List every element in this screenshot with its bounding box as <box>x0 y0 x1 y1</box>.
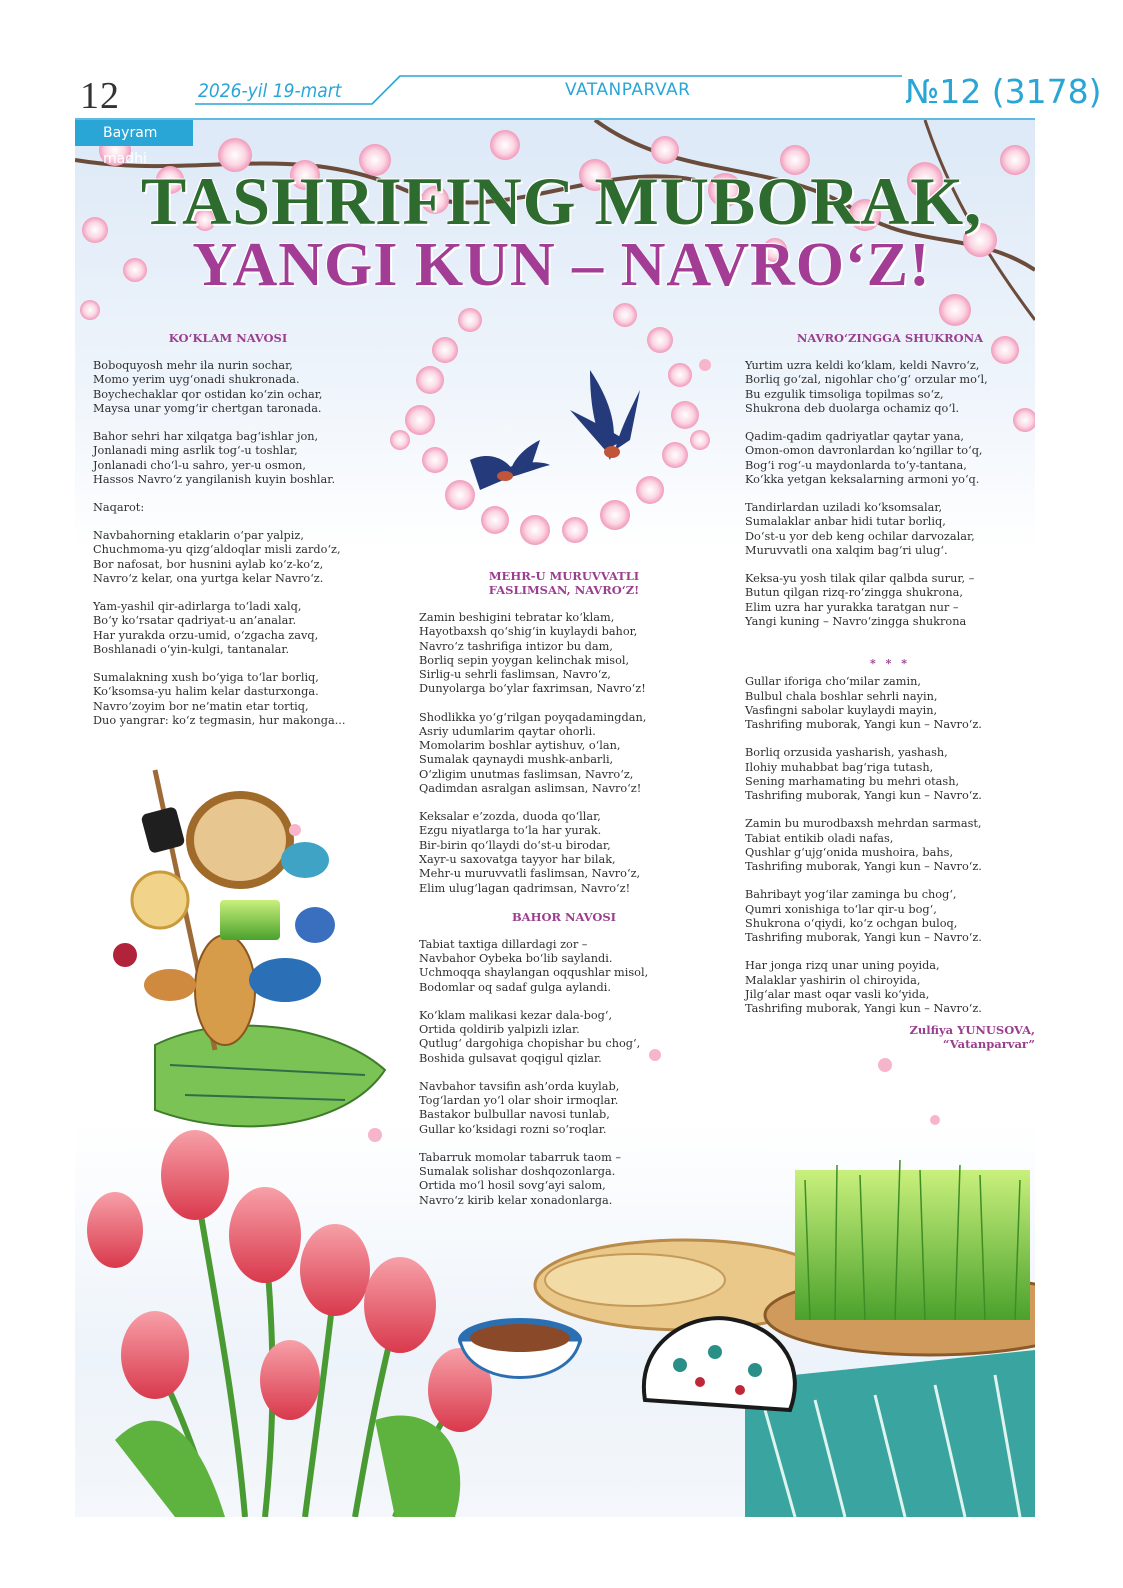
headline-line-1: TASHRIFING MUBORAK, <box>140 163 983 239</box>
stanza: Tabarruk momolar tabarruk taom – Sumalak solishar doshqozonlarga. Ortida mo‘l hosil sovg‘ayi salom, Navro‘z kirib kelar xonadonlarga. <box>419 1150 622 1207</box>
page-number: 12 <box>80 75 120 117</box>
stanza: Sumalakning xush bo‘yiga to‘lar borliq, Ko‘ksomsa-yu halim kelar dasturxonga. Navro‘zoyim bor ne’matin etar tortiq, Duo yangrar: ko‘z tegmasin, hur makonga... <box>93 671 346 727</box>
issue-date: 2026-yil 19-mart <box>198 80 342 102</box>
headline-line-2: YANGI KUN – NAVRO‘Z! <box>192 231 931 299</box>
stanza: Ko‘klam malikasi kezar dala-bog‘, Ortida qoldirib yalpizli izlar. Qutlug‘ dargohiga chopishar bu chog‘, Boshida gulsavat qoqigul qizlar. <box>419 1008 641 1065</box>
stanza: Boboquyosh mehr ila nurin sochar, Momo yerim uyg‘onadi shukronada. Boychechaklar qor ostidan ko‘zin ochar, Maysa unar yomg‘ir chertgan taronada. <box>93 359 323 415</box>
stanza: Navbahorning etaklarin o‘par yalpiz, Chuchmoma-yu qizg‘aldoqlar misli zardo‘z, Bor nafosat, bor husnini aylab ko‘z-ko‘z, Navro‘z kelar, ona yurtga kelar Navro‘z. <box>93 529 341 585</box>
author-signature: Zulfiya YUNUSOVA, “Vatanparvar” <box>909 1022 1035 1051</box>
rubric-label: Bayram madhi <box>75 120 193 146</box>
stanza: Zamin bu murodbaxsh mehrdan sarmast, Tabiat entikib oladi nafas, Qushlar g‘ujg‘onida mushoira, bahs, Tashrifing muborak, Yangi kun – Navro‘z. <box>745 817 982 874</box>
stanza: Bahribayt yog‘ilar zaminga bu chog‘, Qumri xonishiga to‘lar qir-u bog‘, Shukrona o‘qiydi, ko‘z ochgan buloq, Tashrifing muborak, Yangi kun – Navro‘z. <box>745 888 982 945</box>
poem-heading-bahor: BAHOR NAVOSI <box>511 909 617 924</box>
poem-heading: KO‘KLAM NAVOSI <box>168 331 288 345</box>
poem-navrozingga-shukrona <box>745 331 1035 1051</box>
swallow-right <box>570 370 640 460</box>
stanza: Tabiat taxtiga dillardagi zor – Navbahor Oybeka bo‘lib saylandi. Uchmoqqa shaylangan oqqushlar misol, Bodomlar oq sadaf gulga aylandi. <box>419 937 649 994</box>
stanza: Navbahor tavsifin ash’orda kuylab, Tog‘lardan yo‘l olar shoir irmoqlar. Bastakor bulbullar navosi tunlab, Gullar ko‘ksidagi rozni so‘roqlar. <box>419 1079 620 1136</box>
poem-heading: NAVRO‘ZINGGA SHUKRONA <box>796 331 984 345</box>
poem-heading: MEHR-U MURUVVATLI FASLIMSAN, NAVRO‘Z! <box>488 569 640 597</box>
blossom-wreath <box>390 303 710 545</box>
poem-koklam-navosi <box>93 331 363 742</box>
stanza: Tandirlardan uziladi ko‘ksomsalar, Sumalaklar anbar hidi tutar borliq, Do‘st-u yor deb keng ochilar darvozalar, Muruvvatli ona xalqim bag‘ri ulug‘. <box>745 500 975 557</box>
stanza: Gullar iforiga cho‘milar zamin, Bulbul chala boshlar sehrli nayin, Vasfingni sabolar kuylaydi mayin, Tashrifing muborak, Yangi kun – Navro‘z. <box>745 675 982 732</box>
stanza: Yurtim uzra keldi ko‘klam, keldi Navro‘z, Borliq go‘zal, nigohlar cho‘g‘ orzular mo‘l, Bu ezgulik timsoliga topilmas so‘z, Shukrona deb duolarga ochamiz qo‘l. <box>745 359 988 415</box>
stanza: Bahor sehri har xilqatga bag‘ishlar jon, Jonlanadi ming asrlik tog‘-u toshlar, Jonlanadi cho‘l-u sahro, yer-u osmon, Hassos Navro‘z yangilanish kuyin boshlar. <box>93 429 336 486</box>
section-separator: * * * <box>870 657 910 671</box>
stanza: Zamin beshigini tebratar ko‘klam, Hayotbaxsh qo‘shig‘in kuylaydi bahor, Navro‘z tashrifiga intizor bu dam, Borliq sepin yoygan kelinchak misol, Sirlig-u sehrli faslimsan, Navro‘z, Dunyolarga bo‘ylar faxrimsan, Navro‘z! <box>419 611 646 696</box>
stanza: Shodlikka yo‘g‘rilgan poyqadamingdan, Asriy udumlarim qaytar ohorli. Momolarim boshlar aytishuv, o‘lan, Sumalak qaynaydi mushk-anbarli, O‘zligim unutmas faslimsan, Navro‘z, Qadimdan asralgan aslimsan, Navro‘z! <box>419 710 647 796</box>
stanza: Yam-yashil qir-adirlarga to‘ladi xalq, Bo‘y ko‘rsatar qadriyat-u an’analar. Har yurakda orzu-umid, o‘zgacha zavq, Boshlanadi o‘yin-kulgi, tantanalar. <box>93 600 319 656</box>
stanza: Borliq orzusida yasharish, yashash, Ilohiy muhabbat bag‘riga tutash, Sening marhamating bu mehri otash, Tashrifing muborak, Yangi kun – Navro‘z. <box>745 746 982 803</box>
stanza: Keksalar e’zozda, duoda qo‘llar, Ezgu niyatlarga to‘la har yurak. Bir-birin qo‘llaydi do‘st-u birodar, Xayr-u saxovatga tayyor har bilak, Mehr-u muruvvatli faslimsan, Navro‘z, Elim ulug‘lagan qadrimsan, Navro‘z! <box>419 810 641 895</box>
swallow-left <box>470 440 550 490</box>
newspaper-name: VATANPARVAR <box>565 80 691 100</box>
stanza: Har jonga rizq unar uning poyida, Malaklar yashirin ol chiroyida, Jilg‘alar mast oqar vasli ko‘yida, Tashrifing muborak, Yangi kun – Navro‘z. <box>745 959 982 1016</box>
refrain-label: Naqarot: <box>93 500 145 514</box>
issue-number: №12 (3178) <box>905 72 1102 111</box>
stanza: Qadim-qadim qadriyatlar qaytar yana, Omon-omon davronlardan ko‘ngillar to‘q, Bog‘i rog‘-u maydonlarda to‘y-tantana, Ko‘kka yetgan keksalarning armoni yo‘q. <box>745 429 983 486</box>
festive-objects-left <box>113 770 385 1126</box>
poem-mehr-u-muruvvatli <box>419 569 709 1222</box>
stanza: Keksa-yu yosh tilak qilar qalbda surur, – Butun qilgan rizq-ro‘zingga shukrona, Elim uzra har yurakka taratgan nur – Yangi kuning – Navro‘zingga shukrona <box>745 571 975 628</box>
